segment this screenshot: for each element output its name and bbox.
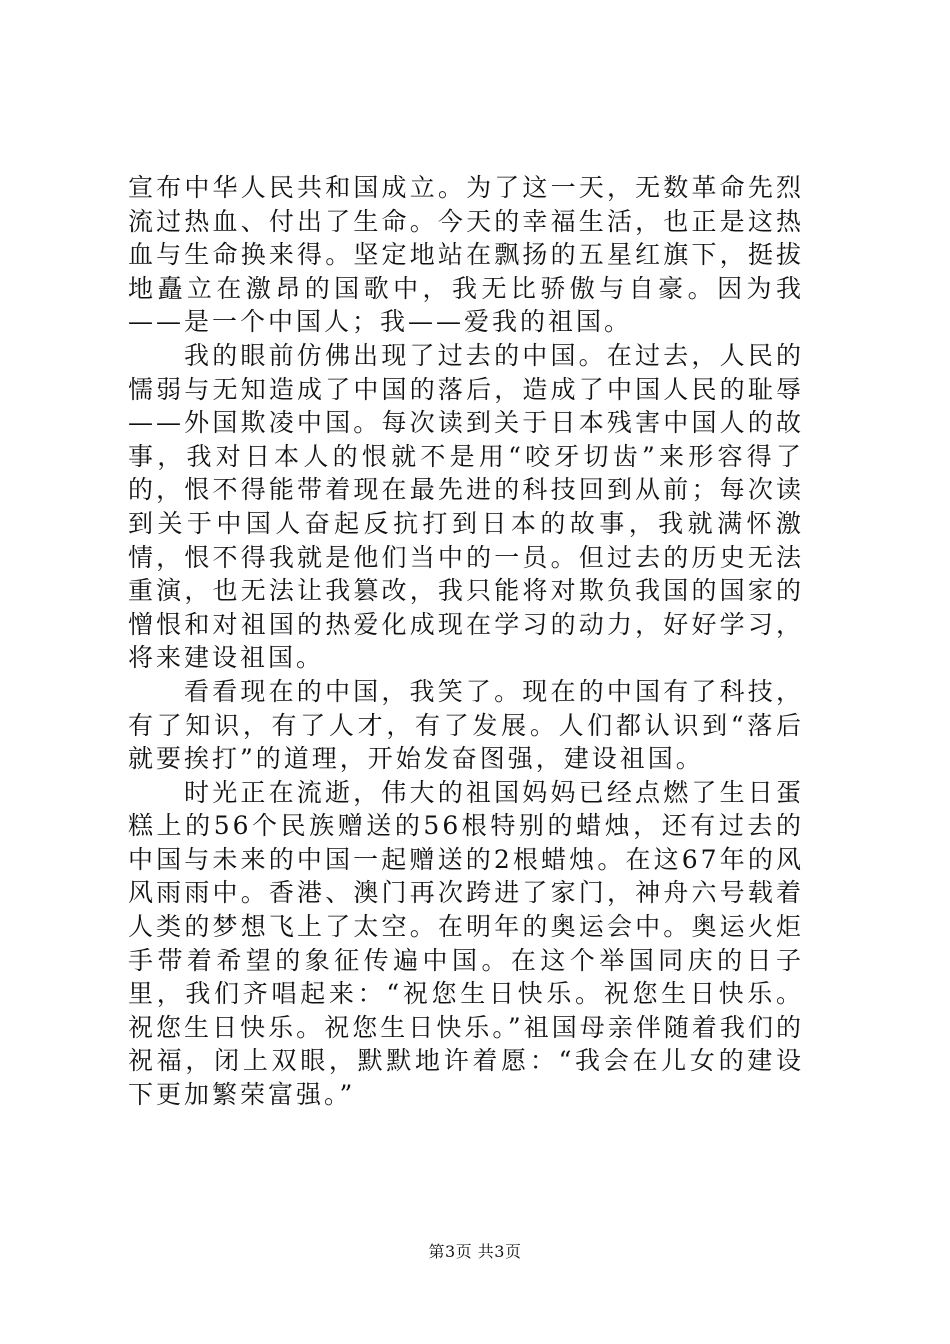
paragraph-3: 看看现在的中国，我笑了。现在的中国有了科技，有了知识，有了人才，有了发展。人们都认识到“落后就要挨打”的道理，开始发奋图强，建设祖国。 — [128, 676, 804, 774]
paragraph-1: 宣布中华人民共和国成立。为了这一天，无数革命先烈流过热血、付出了生命。今天的幸福生活，也正是这热血与生命换来得。坚定地站在飘扬的五星红旗下，挺拔地矗立在激昂的国歌中，我无比骄傲与自豪。因为我——是一个中国人；我——爱我的祖国。 — [128, 173, 804, 337]
paragraph-2: 我的眼前仿佛出现了过去的中国。在过去，人民的懦弱与无知造成了中国的落后，造成了中国人民的耻辱——外国欺凌中国。每次读到关于日本残害中国人的故事，我对日本人的恨就不是用“咬牙切齿”来形容得了的，恨不得能带着现在最先进的科技回到从前；每次读到关于中国人奋起反抗打到日本的故事，我就满怀激情，恨不得我就是他们当中的一员。但过去的历史无法重演，也无法让我篡改，我只能将对欺负我国的国家的憎恨和对祖国的热爱化成现在学习的动力，好好学习，将来建设祖国。 — [128, 340, 804, 673]
paragraph-4: 时光正在流逝，伟大的祖国妈妈已经点燃了生日蛋糕上的56个民族赠送的56根特别的蜡烛，还有过去的中国与未来的中国一起赠送的2根蜡烛。在这67年的风风雨雨中。香港、澳门再次跨进了家门，神舟六号载着人类的梦想飞上了太空。在明年的奥运会中。奥运火炬手带着希望的象征传遍中国。在这个举国同庆的日子里，我们齐唱起来：“祝您生日快乐。祝您生日快乐。祝您生日快乐。祝您生日快乐。”祖国母亲伴随着我们的祝福，闭上双眼，默默地许着愿：“我会在儿女的建设下更加繁荣富强。” — [128, 777, 804, 1110]
document-body — [128, 171, 804, 1112]
page-number-footer: 第3页 共3页 — [428, 1242, 522, 1261]
